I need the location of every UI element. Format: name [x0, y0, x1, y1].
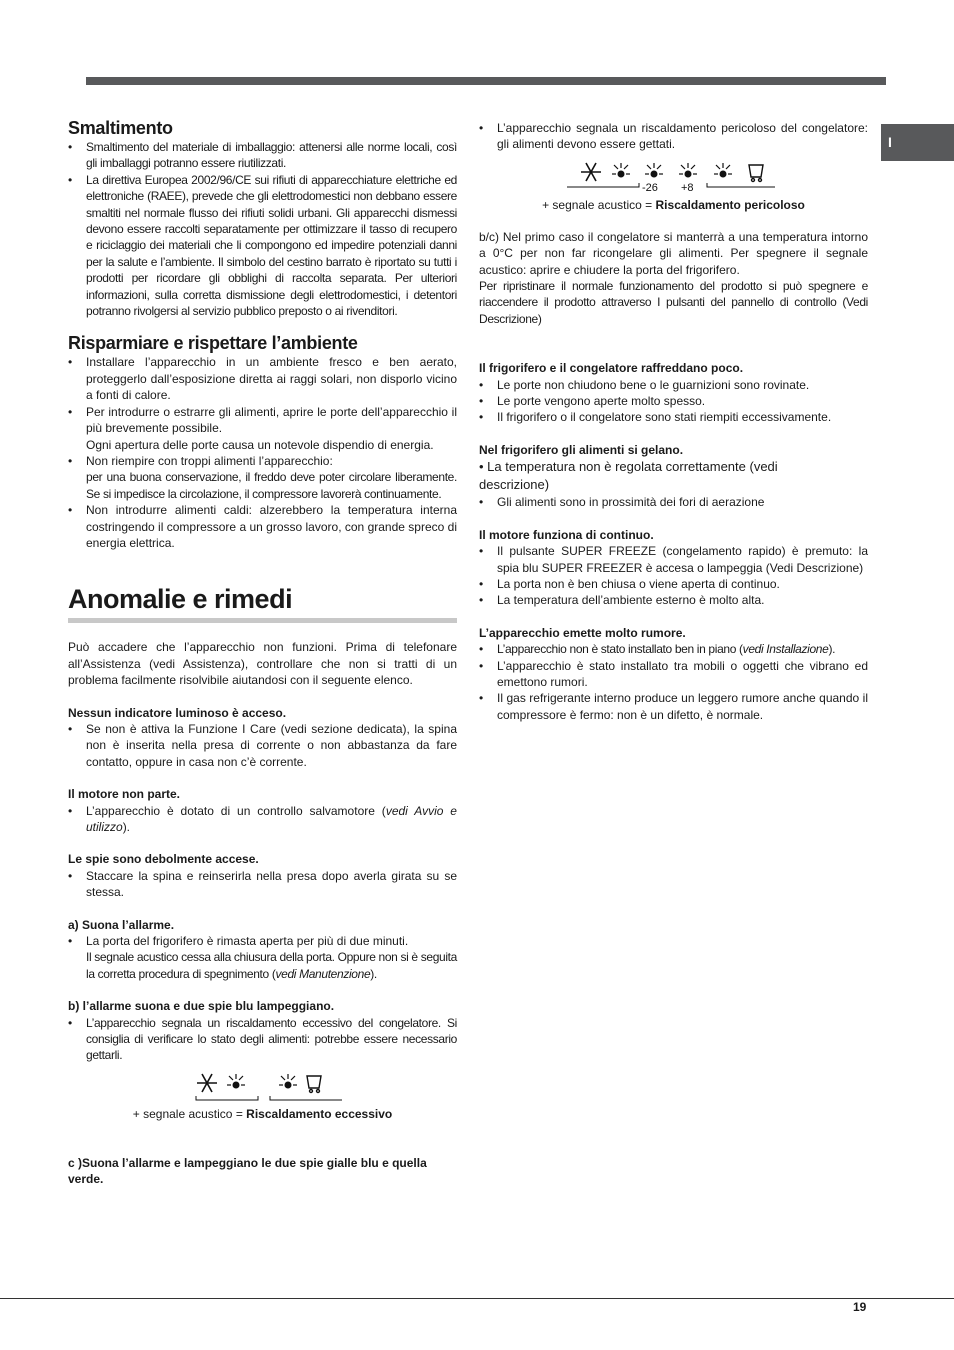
heading-motore-continuo: Il motore funziona di continuo. — [479, 527, 654, 542]
caption-eccessivo: + segnale acustico = Riscaldamento eccessivo — [132, 1106, 393, 1121]
list-item: • Il pulsante SUPER FREEZE (congelamento rapido) è premuto: la spia blu SUPER FREEZER è accesa o lampeggia (Vedi Descrizione) — [479, 543, 868, 576]
list-item: • Installare l’apparecchio in un ambiente fresco e ben aerato, proteggerlo dall’esposizione diretta ai raggi solari, non disporlo vicino a fonti di calore. — [68, 354, 457, 403]
blinking-light-icon — [279, 1074, 297, 1089]
list-item: • La direttiva Europea 2002/96/CE sui rifiuti di apparecchiature elettriche ed elettroniche (RAEE), prevede che gli elettrodomestici non debbano essere smaltiti nel normale flusso dei rifiuti solidi urbani. Gli apparecchi dismessi devono essere raccolti separatamente per ottimizzare il tasso di recupero e riciclaggio dei materiali che li compongono ed impedire potenziali danni per la salute e l’ambiente. Il simbolo del cestino barrato è riportato su tutti i prodotti per ricordare gli obblighi di raccolta separata. Per ulteriori informazioni, sulla corretta dismissione degli elettrodomestici, i detentori potranno rivolgersi al servizio pubblico preposto o ai rivenditori. — [68, 172, 457, 320]
indicator-diagram-pericoloso — [479, 159, 868, 197]
caption-pericoloso: + segnale acustico = Riscaldamento pericoloso — [542, 197, 805, 212]
list-item: • L’apparecchio segnala un riscaldamento eccessivo del congelatore. Si consiglia di verificare lo stato degli alimenti: potrebbe essere necessario gettarli. — [68, 1015, 457, 1064]
paragraph: descrizione) — [479, 477, 550, 493]
snowflake-icon — [581, 163, 601, 181]
list-item: • La temperatura dell’ambiente esterno è molto alta. — [479, 592, 868, 608]
blinking-light-icon — [679, 163, 697, 178]
paragraph: • La temperatura non è regolata correttamente (vedi — [479, 459, 778, 475]
footer-rule — [0, 1298, 954, 1299]
list-item: • La porta del frigorifero è rimasta aperta per più di due minuti. — [68, 933, 457, 949]
heading-spie-gialle: c )Suona l’allarme e lampeggiano le due spie gialle blu e quella verde. — [68, 1155, 427, 1187]
alarm-bell-icon — [749, 165, 763, 182]
blinking-light-icon — [714, 163, 732, 178]
heading-alimenti-gelano: Nel frigorifero gli alimenti si gelano. — [479, 442, 684, 457]
snowflake-icon — [197, 1074, 217, 1092]
list-item: • Staccare la spina e reinserirla nella presa dopo averla girata su se stessa. — [68, 868, 457, 901]
section-title-risparmiare: Risparmiare e rispettare l’ambiente — [68, 333, 358, 354]
paragraph: per una buona conservazione, il freddo deve poter circolare liberamente. Se si impedisce la circolazione, il compressore lavorerà continuamente. — [86, 470, 457, 501]
paragraph: Ogni apertura delle porte causa un notevole dispendio di energia. — [86, 437, 434, 452]
list-item: • Se non è attiva la Funzione I Care (vedi sezione dedicata), la spina non è inserita nella presa di corrente o non abbastanza da fare contatto, oppure in casa non c’è corrente. — [68, 721, 457, 770]
heading-spie-deboli: Le spie sono debolmente accese. — [68, 852, 259, 867]
list-item: • La porta non è ben chiusa o viene aperta di continuo. — [479, 576, 868, 592]
paragraph: Il segnale acustico cessa alla chiusura della porta. Oppure non si è seguita la corretta procedura di spegnimento (vedi Manutenzione). — [86, 950, 457, 981]
intro-paragraph: Può accadere che l’apparecchio non funzioni. Prima di telefonare all’Assistenza (vedi Assistenza), controllare che non si tratti di un problema facilmente risolvibile aiutandosi con il seguente elenco. — [68, 640, 457, 688]
list-item: • Il frigorifero o il congelatore sono stati riempiti eccessivamente. — [479, 409, 868, 425]
list-item: • Le porte non chiudono bene o le guarnizioni sono rovinate. — [479, 377, 868, 393]
risparmiare-list — [68, 354, 457, 436]
smaltimento-list — [68, 139, 457, 319]
indicator-diagram-eccessivo — [68, 1070, 457, 1104]
temp-high-label: +8 — [681, 181, 694, 194]
blinking-light-icon — [645, 163, 663, 178]
list-item: • Gli alimenti sono in prossimità dei fori di aerazione — [479, 494, 868, 510]
page-title: Anomalie e rimedi — [68, 584, 457, 623]
heading-suona-allarme: a) Suona l’allarme. — [68, 917, 175, 932]
list-item: • Non riempire con troppi alimenti l’apparecchio: — [68, 453, 457, 469]
list-item: • L’apparecchio segnala un riscaldamento pericoloso del congelatore: gli alimenti devono essere gettati. — [479, 120, 868, 153]
right-column — [479, 120, 868, 723]
heading-no-indicator: Nessun indicatore luminoso è acceso. — [68, 705, 287, 720]
paragraph-bc: b/c) Nel primo caso il congelatore si manterrà a una temperatura intorno a 0°C per non far ricongelare gli alimenti. Per spegnere il segnale acustico: aprire e chiudere la porta del frigorifero. — [479, 229, 868, 277]
temp-low-label: -26 — [642, 181, 658, 194]
list-item: • L’apparecchio è dotato di un controllo salvamotore (vedi Avvio e utilizzo). — [68, 803, 457, 836]
list-item: • Le porte vengono aperte molto spesso. — [479, 393, 868, 409]
blinking-light-icon — [612, 163, 630, 178]
list-item: • Non introdurre alimenti caldi: alzerebbero la temperatura interna costringendo il compressore a un grosso lavoro, con grande spreco di energia elettrica. — [68, 502, 457, 551]
list-item: • Per introdurre o estrarre gli alimenti, aprire le porte dell’apparecchio il più brevemente possibile. — [68, 404, 457, 437]
alarm-bell-icon — [307, 1076, 321, 1093]
blinking-light-icon — [227, 1074, 245, 1089]
left-column — [68, 118, 457, 1188]
list-item: • Il gas refrigerante interno produce un leggero rumore anche quando il compressore è fermo: non è un difetto, è normale. — [479, 690, 868, 723]
heading-rumore: L’apparecchio emette molto rumore. — [479, 625, 686, 640]
list-item: • L’apparecchio è stato installato tra mobili o oggetti che vibrano ed emettono rumori. — [479, 658, 868, 691]
section-title-smaltimento: Smaltimento — [68, 118, 173, 138]
risparmiare-list-2 — [68, 453, 457, 469]
heading-raffreddano-poco: Il frigorifero e il congelatore raffreddano poco. — [479, 361, 744, 376]
page-number: 19 — [853, 1300, 867, 1314]
list-item: • Smaltimento del materiale di imballaggio: attenersi alle norme locali, così gli imballaggi potranno essere riutilizzati. — [68, 139, 457, 172]
list-item: • L’apparecchio non è stato installato ben in piano (vedi Installazione). — [479, 641, 868, 657]
heading-due-spie-blu: b) l’allarme suona e due spie blu lampeggiano. — [68, 999, 335, 1014]
heading-motore-non-parte: Il motore non parte. — [68, 787, 181, 802]
risparmiare-list-3 — [68, 502, 457, 551]
top-rule — [86, 77, 886, 85]
language-tab: I — [881, 124, 954, 161]
paragraph-ripristino: Per ripristinare il normale funzionamento del prodotto si può spegnere e riaccendere il prodotto attraverso I pulsanti del pannello di controllo (Vedi Descrizione) — [479, 279, 868, 326]
